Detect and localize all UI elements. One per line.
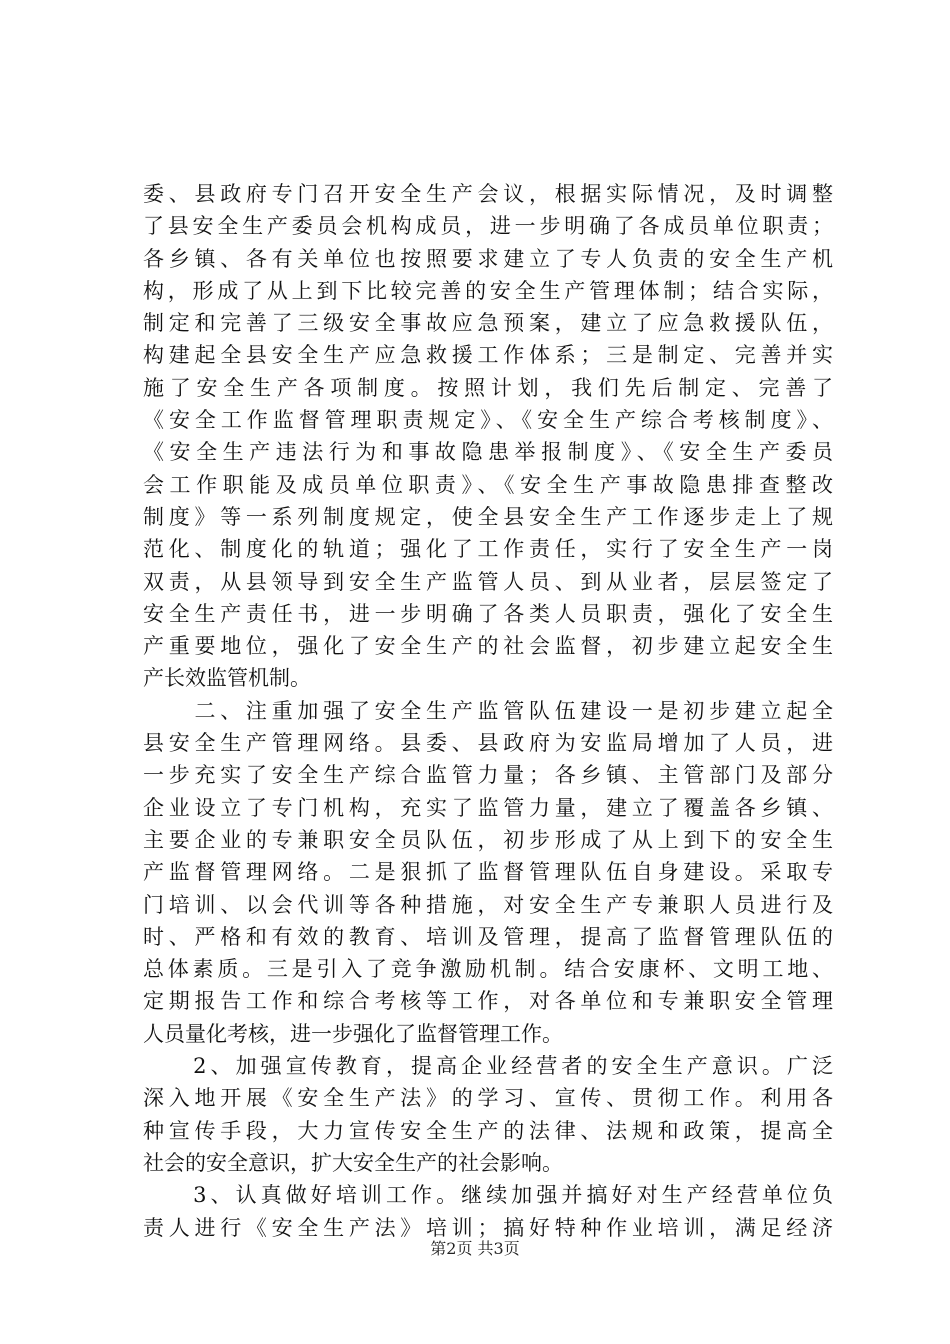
text-line: 制度》等一系列制度规定，使全县安全生产工作逐步走上了规 [143, 504, 833, 529]
text-line: 一步充实了安全生产综合监管力量；各乡镇、主管部门及部分 [143, 763, 833, 788]
text-line: 人员量化考核，进一步强化了监督管理工作。 [143, 1021, 563, 1046]
text-line: 门培训、以会代训等各种措施，对安全生产专兼职人员进行及 [143, 892, 833, 917]
text-line: 定期报告工作和综合考核等工作，对各单位和专兼职安全管理 [143, 989, 833, 1014]
text-line: 产监督管理网络。二是狠抓了监督管理队伍自身建设。采取专 [143, 860, 833, 885]
text-line: 3、认真做好培训工作。继续加强并搞好对生产经营单位负 [143, 1183, 833, 1208]
text-line: 二、注重加强了安全生产监管队伍建设一是初步建立起全 [143, 698, 833, 723]
text-line: 种宣传手段，大力宣传安全生产的法律、法规和政策，提高全 [143, 1118, 833, 1143]
body-text [143, 178, 833, 1244]
text-line: 双责，从县领导到安全生产监管人员、到从业者，层层签定了 [143, 569, 833, 594]
text-line: 委、县政府专门召开安全生产会议，根据实际情况，及时调整 [143, 182, 833, 206]
text-line: 《安全生产违法行为和事故隐患举报制度》、《安全生产委员 [143, 440, 833, 465]
text-line: 县安全生产管理网络。县委、县政府为安监局增加了人员，进 [143, 731, 833, 756]
text-line: 了县安全生产委员会机构成员，进一步明确了各成员单位职责； [143, 214, 833, 239]
text-line: 《安全工作监督管理职责规定》、《安全生产综合考核制度》、 [143, 408, 833, 433]
text-line: 制定和完善了三级安全事故应急预案，建立了应急救援队伍， [143, 311, 833, 336]
page-footer: 第2页 共3页 [430, 1239, 520, 1258]
text-line: 主要企业的专兼职安全员队伍，初步形成了从上到下的安全生 [143, 827, 833, 852]
text-line: 2、加强宣传教育，提高企业经营者的安全生产意识。广泛 [143, 1054, 833, 1079]
text-line: 产长效监管机制。 [143, 666, 311, 691]
text-line: 构，形成了从上到下比较完善的安全生产管理体制；结合实际， [143, 278, 833, 303]
text-line: 总体素质。三是引入了竞争激励机制。结合安康杯、文明工地、 [143, 957, 833, 982]
text-line: 会工作职能及成员单位职责》、《安全生产事故隐患排查整改 [143, 472, 833, 497]
text-line: 构建起全县安全生产应急救援工作体系；三是制定、完善并实 [143, 343, 833, 368]
text-line: 产重要地位，强化了安全生产的社会监督，初步建立起安全生 [143, 634, 833, 659]
text-line: 安全生产责任书，进一步明确了各类人员职责，强化了安全生 [143, 601, 833, 626]
text-line: 社会的安全意识，扩大安全生产的社会影响。 [143, 1150, 563, 1175]
text-line: 各乡镇、各有关单位也按照要求建立了专人负责的安全生产机 [143, 246, 833, 271]
text-line: 时、严格和有效的教育、培训及管理，提高了监督管理队伍的 [143, 924, 833, 949]
text-line: 施了安全生产各项制度。按照计划，我们先后制定、完善了 [143, 375, 833, 400]
text-line: 企业设立了专门机构，充实了监管力量，建立了覆盖各乡镇、 [143, 795, 833, 820]
text-line: 深入地开展《安全生产法》的学习、宣传、贯彻工作。利用各 [143, 1086, 833, 1111]
text-line: 责人进行《安全生产法》培训；搞好特种作业培训，满足经济 [143, 1215, 833, 1240]
text-line: 范化、制度化的轨道；强化了工作责任，实行了安全生产一岗 [143, 537, 833, 562]
